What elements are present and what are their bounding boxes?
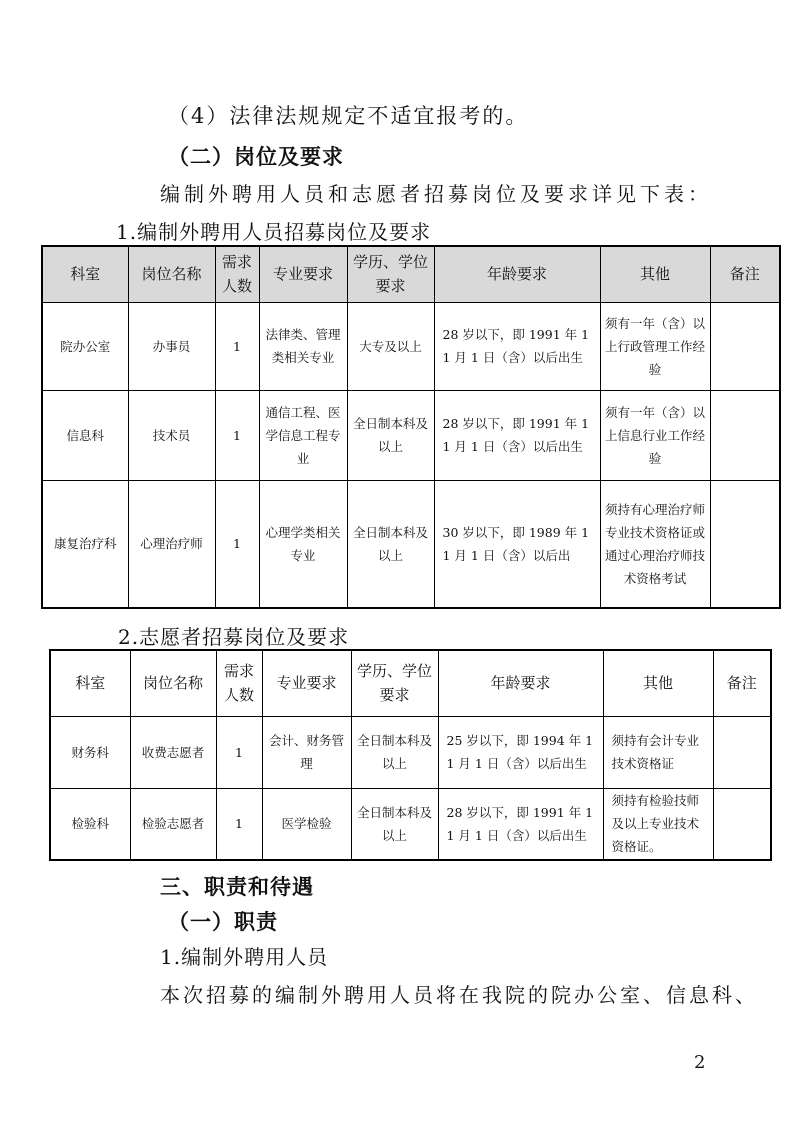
table-cell: 30 岁以下，即 1989 年 11 月 1 日（含）以后出	[434, 480, 600, 608]
subsection-heading-duties: （一）职责	[168, 909, 278, 934]
table-cell: 28 岁以下，即 1991 年 11 月 1 日（含）以后出生	[434, 302, 600, 390]
item-heading-staff: 1.编制外聘用人员	[160, 945, 329, 969]
table-cell: 通信工程、医学信息工程专业	[259, 390, 347, 480]
table-cell: 心理学类相关专业	[259, 480, 347, 608]
header-cell: 科室	[42, 246, 128, 302]
table-cell: 须持有会计专业技术资格证	[603, 716, 713, 788]
table-cell: 须有一年（含）以上行政管理工作经验	[600, 302, 710, 390]
header-cell: 年龄要求	[438, 650, 603, 716]
table-cell: 全日制本科及以上	[351, 716, 438, 788]
table-row	[42, 390, 780, 480]
table-cell: 检验志愿者	[130, 788, 216, 860]
table-cell: 28 岁以下，即 1991 年 11 月 1 日（含）以后出生	[438, 788, 603, 860]
intro-paragraph: 编制外聘用人员和志愿者招募岗位及要求详见下表：	[160, 182, 712, 206]
table2-title: 2.志愿者招募岗位及要求	[118, 625, 350, 649]
header-cell: 岗位名称	[130, 650, 216, 716]
table-cell: 康复治疗科	[42, 480, 128, 608]
header-cell: 专业要求	[262, 650, 351, 716]
header-cell: 其他	[603, 650, 713, 716]
table-cell: 检验科	[50, 788, 130, 860]
header-cell: 年龄要求	[434, 246, 600, 302]
table-cell	[713, 788, 771, 860]
header-cell: 备注	[710, 246, 780, 302]
table-cell: 1	[216, 716, 262, 788]
table-cell: 须有一年（含）以上信息行业工作经验	[600, 390, 710, 480]
table-row	[42, 480, 780, 608]
table-header-row	[42, 246, 780, 302]
header-cell: 科室	[50, 650, 130, 716]
header-cell: 岗位名称	[128, 246, 215, 302]
table-cell: 法律类、管理类相关专业	[259, 302, 347, 390]
table-cell: 1	[215, 390, 259, 480]
table-cell: 25 岁以下，即 1994 年 11 月 1 日（含）以后出生	[438, 716, 603, 788]
paragraph-clause-4: （4）法律法规规定不适宜报考的。	[168, 104, 529, 128]
table-cell: 技术员	[128, 390, 215, 480]
table-cell: 须持有心理治疗师专业技术资格证或通过心理治疗师技术资格考试	[600, 480, 710, 608]
table-cell: 全日制本科及以上	[347, 390, 434, 480]
header-cell: 专业要求	[259, 246, 347, 302]
body-paragraph: 本次招募的编制外聘用人员将在我院的院办公室、信息科、	[160, 983, 758, 1007]
header-cell: 学历、学位要求	[351, 650, 438, 716]
header-cell: 需求人数	[215, 246, 259, 302]
table-cell: 1	[215, 480, 259, 608]
table-cell: 须持有检验技师及以上专业技术资格证。	[603, 788, 713, 860]
table-cell	[710, 302, 780, 390]
header-cell: 学历、学位要求	[347, 246, 434, 302]
table-cell: 办事员	[128, 302, 215, 390]
table-cell: 大专及以上	[347, 302, 434, 390]
table-cell: 心理治疗师	[128, 480, 215, 608]
section-heading-duties: 三、职责和待遇	[160, 874, 314, 899]
table-cell: 信息科	[42, 390, 128, 480]
header-cell: 备注	[713, 650, 771, 716]
table-header-row	[50, 650, 771, 716]
table-cell	[710, 390, 780, 480]
header-cell: 其他	[600, 246, 710, 302]
table-cell	[710, 480, 780, 608]
table-cell: 全日制本科及以上	[351, 788, 438, 860]
page-number: 2	[694, 1052, 706, 1073]
table-cell	[713, 716, 771, 788]
section-heading-positions: （二）岗位及要求	[168, 144, 344, 169]
table-cell: 全日制本科及以上	[347, 480, 434, 608]
table-cell: 院办公室	[42, 302, 128, 390]
table-cell: 28 岁以下，即 1991 年 11 月 1 日（含）以后出生	[434, 390, 600, 480]
table-row	[50, 788, 771, 860]
table-cell: 1	[215, 302, 259, 390]
table-row	[50, 716, 771, 788]
staff-positions-table	[41, 245, 781, 609]
table-row	[42, 302, 780, 390]
table-cell: 收费志愿者	[130, 716, 216, 788]
table-cell: 会计、财务管理	[262, 716, 351, 788]
table-cell: 医学检验	[262, 788, 351, 860]
table1-title: 1.编制外聘用人员招募岗位及要求	[116, 220, 432, 244]
table-cell: 1	[216, 788, 262, 860]
volunteer-positions-table	[49, 649, 772, 861]
table-cell: 财务科	[50, 716, 130, 788]
header-cell: 需求人数	[216, 650, 262, 716]
